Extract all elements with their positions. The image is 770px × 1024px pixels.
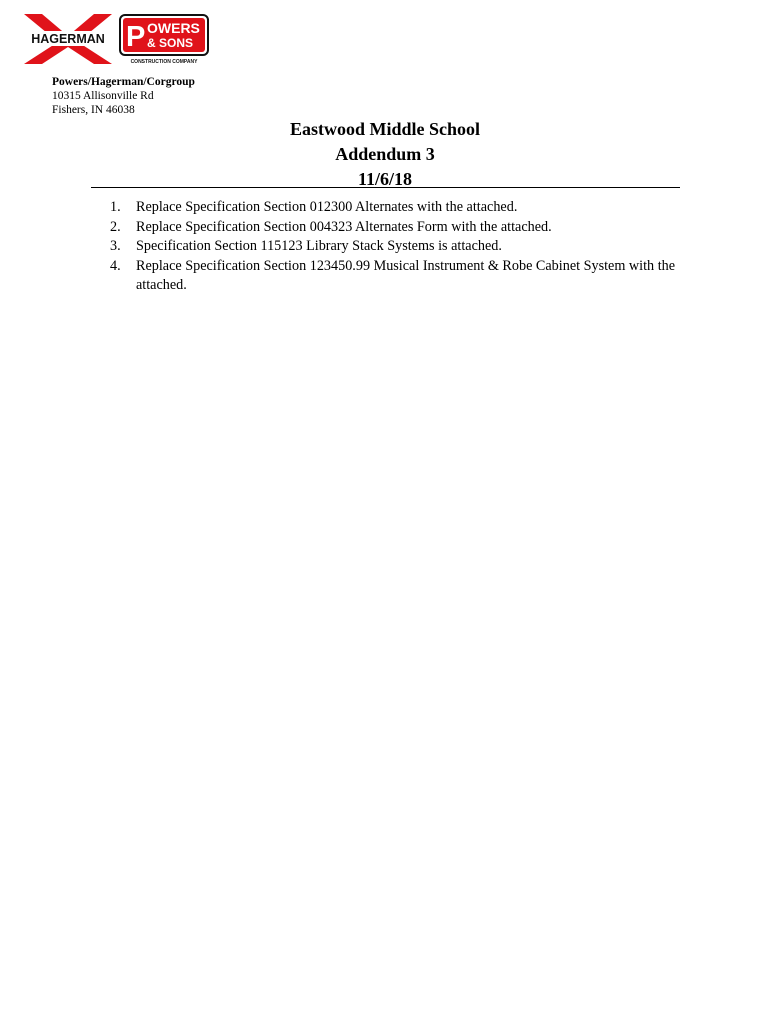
list-item-text: Replace Specification Section 012300 Alternates with the attached.: [136, 199, 518, 215]
hagerman-wordmark: HAGERMAN: [31, 32, 105, 46]
address-line-2: Fishers, IN 46038: [52, 104, 135, 116]
list-item-number: 4.: [110, 257, 121, 274]
addendum-title: Addendum 3: [335, 144, 435, 164]
list-item: [110, 218, 680, 238]
document-title-block: [0, 117, 770, 192]
list-item-text: Specification Section 115123 Library Stack Systems is attached.: [136, 238, 502, 254]
list-item: [110, 198, 680, 218]
list-item-number: 3.: [110, 238, 121, 254]
powers-p-letter: P: [126, 21, 146, 53]
project-title: Eastwood Middle School: [289, 119, 481, 139]
construction-company-tagline: CONSTRUCTION COMPANY: [130, 59, 198, 65]
list-item-number: 2.: [110, 218, 121, 235]
company-name: Powers/Hagerman/Corgroup: [52, 76, 195, 88]
list-item-number: 1.: [110, 199, 121, 215]
address-line-1: 10315 Allisonville Rd: [52, 90, 154, 102]
list-item: [110, 257, 680, 296]
list-item-text: Replace Specification Section 123450.99 Musical Instrument & Robe Cabinet System with the attached.: [136, 257, 676, 293]
addendum-date: 11/6/18: [357, 169, 412, 189]
addendum-items-list: [110, 198, 680, 296]
powers-wordmark: OWERS: [147, 20, 200, 36]
hagerman-logo: [20, 14, 116, 64]
powers-sons-logo: [120, 15, 208, 65]
sons-wordmark: & SONS: [147, 36, 194, 50]
company-logos: [20, 12, 212, 66]
company-address-block: [52, 75, 195, 117]
logo-graphic: [20, 12, 212, 66]
list-item: [110, 237, 680, 257]
list-item-text: Replace Specification Section 004323 Alternates Form with the attached.: [136, 218, 552, 235]
horizontal-rule: [91, 187, 680, 188]
